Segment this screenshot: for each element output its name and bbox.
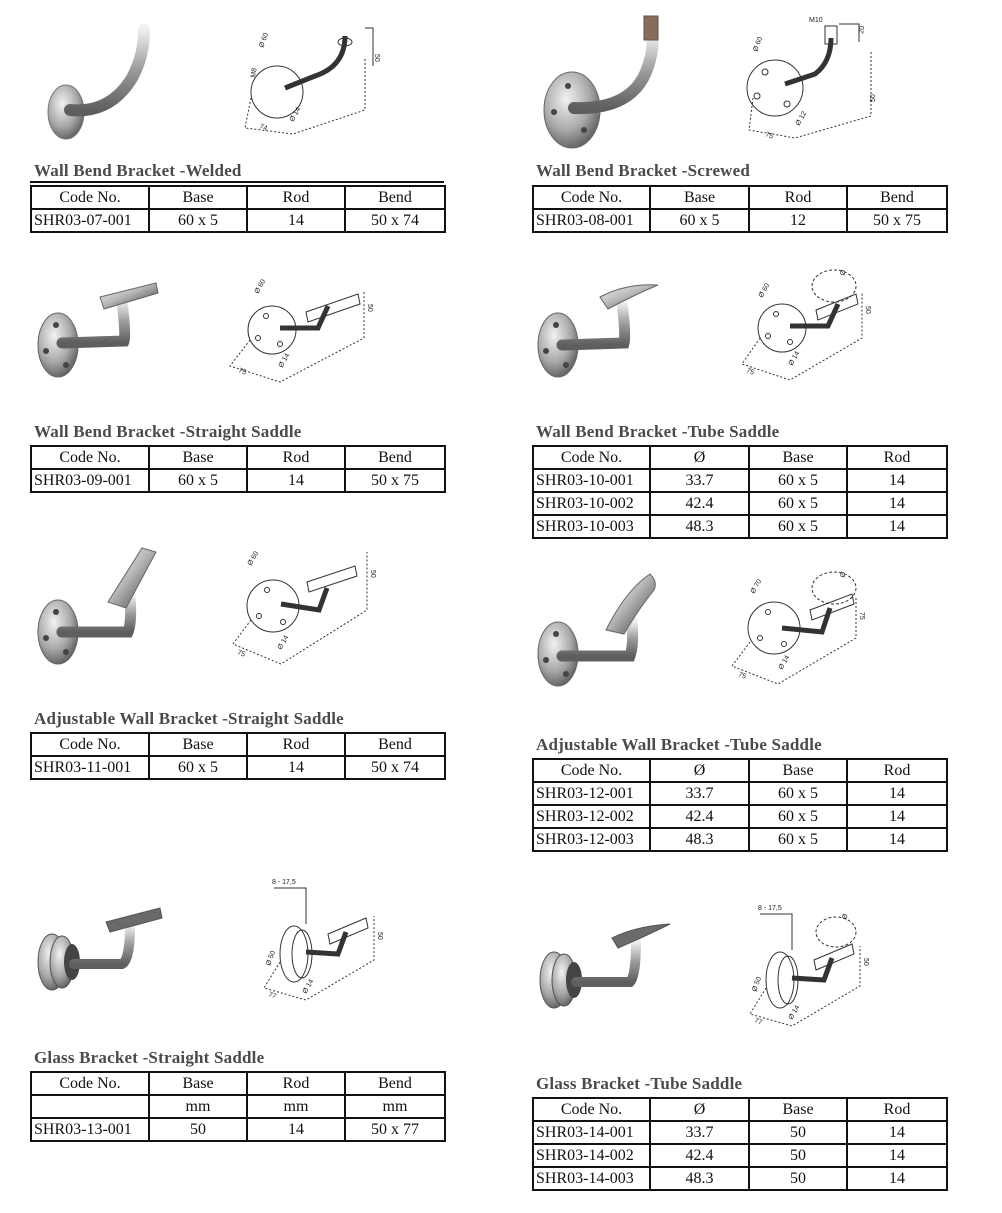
header-base: Base xyxy=(749,1098,847,1121)
svg-text:77: 77 xyxy=(753,1017,764,1027)
adjustable-tube-saddle-drawing xyxy=(716,558,886,696)
svg-text:Ø: Ø xyxy=(841,913,850,921)
cell-rod: 14 xyxy=(847,469,947,492)
adjustable-straight-saddle-photo xyxy=(34,542,164,672)
cell-rod: 14 xyxy=(847,828,947,851)
svg-text:Ø 12: Ø 12 xyxy=(794,110,809,127)
svg-text:Ø 60: Ø 60 xyxy=(752,36,765,53)
table-row xyxy=(31,209,445,232)
svg-text:75: 75 xyxy=(237,367,248,377)
cell-base: 60 x 5 xyxy=(650,209,749,232)
spec-table xyxy=(30,445,446,493)
table-header-row xyxy=(31,1072,445,1095)
svg-text:8 - 17,5: 8 - 17,5 xyxy=(272,879,296,886)
cell-diameter: 33.7 xyxy=(650,782,749,805)
cell-code: SHR03-10-002 xyxy=(533,492,650,515)
straight-saddle-drawing xyxy=(210,272,380,392)
svg-text:50: 50 xyxy=(373,54,380,62)
header-code: Code No. xyxy=(31,186,149,209)
product-title: Wall Bend Bracket -Tube Saddle xyxy=(536,422,780,441)
table-row xyxy=(31,1118,445,1141)
svg-text:Ø 70: Ø 70 xyxy=(749,578,764,595)
svg-text:50: 50 xyxy=(376,932,383,940)
svg-text:Ø 60: Ø 60 xyxy=(757,282,772,299)
table-header-row xyxy=(31,446,445,469)
svg-text:50: 50 xyxy=(369,570,376,578)
header-code: Code No. xyxy=(533,186,650,209)
cell-base: 50 xyxy=(149,1118,247,1141)
svg-text:8 - 17,5: 8 - 17,5 xyxy=(758,905,782,912)
cell-base: 50 xyxy=(749,1144,847,1167)
cell-rod: 14 xyxy=(247,1118,345,1141)
table-row xyxy=(533,1144,947,1167)
svg-text:75: 75 xyxy=(764,131,775,141)
wall-bend-screwed-drawing xyxy=(735,12,905,142)
table-row xyxy=(31,469,445,492)
svg-text:Ø 60: Ø 60 xyxy=(258,32,271,49)
header-code: Code No. xyxy=(31,733,149,756)
product-title: Glass Bracket -Tube Saddle xyxy=(536,1074,743,1093)
svg-text:Ø 50: Ø 50 xyxy=(265,950,278,967)
cell-code: SHR03-14-002 xyxy=(533,1144,650,1167)
cell-base: 50 xyxy=(749,1121,847,1144)
table-row xyxy=(31,756,445,779)
cell-rod: 14 xyxy=(847,805,947,828)
svg-text:Ø 14: Ø 14 xyxy=(787,1004,802,1021)
cell-code: SHR03-11-001 xyxy=(31,756,149,779)
header-diameter: Ø xyxy=(650,759,749,782)
wall-bend-screwed-photo xyxy=(540,12,670,152)
header-rod: Rod xyxy=(247,446,345,469)
header-rod: Rod xyxy=(247,733,345,756)
svg-text:75: 75 xyxy=(737,671,748,681)
cell-diameter: 33.7 xyxy=(650,1121,749,1144)
cell-base: 60 x 5 xyxy=(749,805,847,828)
cell-bend: 50 x 74 xyxy=(345,756,445,779)
cell-code: SHR03-14-003 xyxy=(533,1167,650,1190)
svg-text:77: 77 xyxy=(267,991,278,1001)
cell-base: 50 xyxy=(749,1167,847,1190)
cell-rod: 14 xyxy=(847,782,947,805)
header-base: Base xyxy=(749,759,847,782)
header-base: Base xyxy=(650,186,749,209)
svg-text:Ø 60: Ø 60 xyxy=(246,550,261,567)
svg-text:50: 50 xyxy=(366,304,373,312)
spec-table xyxy=(30,732,446,780)
cell-base: 60 x 5 xyxy=(149,209,247,232)
svg-text:Ø 60: Ø 60 xyxy=(253,278,268,295)
table-header-row xyxy=(31,186,445,209)
table-row xyxy=(533,1167,947,1190)
header-rod: Rod xyxy=(247,186,345,209)
glass-tube-saddle-drawing xyxy=(740,896,880,1036)
cell-code: SHR03-08-001 xyxy=(533,209,650,232)
header-code: Code No. xyxy=(533,446,650,469)
table-row xyxy=(533,782,947,805)
cell-code: SHR03-13-001 xyxy=(31,1118,149,1141)
table-header-row xyxy=(533,1098,947,1121)
svg-text:50: 50 xyxy=(864,306,871,314)
cell-diameter: 48.3 xyxy=(650,1167,749,1190)
cell-diameter: 48.3 xyxy=(650,828,749,851)
wall-bend-welded-photo xyxy=(40,18,170,140)
svg-text:Ø 14: Ø 14 xyxy=(777,654,792,671)
cell-code: SHR03-14-001 xyxy=(533,1121,650,1144)
spec-table xyxy=(532,1097,948,1191)
cell-rod: 14 xyxy=(247,209,345,232)
adjustable-tube-saddle-photo xyxy=(534,570,664,694)
adjustable-straight-saddle-drawing xyxy=(215,540,385,680)
glass-straight-saddle-photo xyxy=(34,900,164,1000)
cell-rod: 14 xyxy=(847,515,947,538)
header-base: Base xyxy=(149,186,247,209)
cell-bend: 50 x 77 xyxy=(345,1118,445,1141)
svg-text:50: 50 xyxy=(862,958,869,966)
table-row xyxy=(533,209,947,232)
cell-diameter: 42.4 xyxy=(650,805,749,828)
table-header-row xyxy=(533,186,947,209)
header-diameter: Ø xyxy=(650,1098,749,1121)
header-bend: Bend xyxy=(345,1072,445,1095)
cell-diameter: 42.4 xyxy=(650,1144,749,1167)
header-bend: Bend xyxy=(345,733,445,756)
spec-table xyxy=(30,1071,446,1142)
cell-rod: 14 xyxy=(847,492,947,515)
header-rod: Rod xyxy=(847,1098,947,1121)
tube-saddle-drawing xyxy=(728,258,898,388)
tube-saddle-photo xyxy=(534,275,664,385)
spec-table xyxy=(532,185,948,233)
product-title: Wall Bend Bracket -Welded xyxy=(34,161,242,180)
cell-rod: 14 xyxy=(247,756,345,779)
glass-tube-saddle-photo xyxy=(536,918,676,1018)
cell-base: 60 x 5 xyxy=(749,828,847,851)
cell-rod: 14 xyxy=(847,1121,947,1144)
cell-rod: 12 xyxy=(749,209,847,232)
header-code: Code No. xyxy=(533,1098,650,1121)
table-header-row xyxy=(31,733,445,756)
unit-bend: mm xyxy=(345,1095,445,1118)
cell-base: 60 x 5 xyxy=(749,515,847,538)
cell-bend: 50 x 74 xyxy=(345,209,445,232)
table-row xyxy=(533,828,947,851)
cell-rod: 14 xyxy=(847,1167,947,1190)
cell-code: SHR03-12-002 xyxy=(533,805,650,828)
table-header-row xyxy=(533,759,947,782)
header-base: Base xyxy=(149,733,247,756)
cell-base: 60 x 5 xyxy=(149,469,247,492)
header-bend: Bend xyxy=(345,446,445,469)
table-row xyxy=(533,469,947,492)
glass-straight-saddle-drawing xyxy=(250,870,390,1010)
product-title: Wall Bend Bracket -Screwed xyxy=(536,161,751,180)
cell-code: SHR03-12-003 xyxy=(533,828,650,851)
svg-text:75: 75 xyxy=(236,649,247,659)
cell-code: SHR03-10-001 xyxy=(533,469,650,492)
header-code: Code No. xyxy=(533,759,650,782)
svg-text:20: 20 xyxy=(858,25,867,35)
svg-text:Ø 14: Ø 14 xyxy=(288,106,303,123)
cell-code: SHR03-10-003 xyxy=(533,515,650,538)
cell-code: SHR03-07-001 xyxy=(31,209,149,232)
svg-text:Ø 14: Ø 14 xyxy=(276,634,291,651)
header-bend: Bend xyxy=(847,186,947,209)
table-header-row xyxy=(533,446,947,469)
svg-text:Ø 14: Ø 14 xyxy=(277,352,292,369)
header-code: Code No. xyxy=(31,446,149,469)
header-rod: Rod xyxy=(847,446,947,469)
table-row xyxy=(533,515,947,538)
cell-base: 60 x 5 xyxy=(749,782,847,805)
svg-text:75: 75 xyxy=(745,367,756,377)
header-rod: Rod xyxy=(847,759,947,782)
title-rule xyxy=(30,181,444,183)
table-row xyxy=(533,492,947,515)
header-diameter: Ø xyxy=(650,446,749,469)
cell-code: SHR03-09-001 xyxy=(31,469,149,492)
cell-bend: 50 x 75 xyxy=(847,209,947,232)
header-bend: Bend xyxy=(345,186,445,209)
spec-table xyxy=(30,185,446,233)
unit-code xyxy=(31,1095,149,1118)
product-title: Wall Bend Bracket -Straight Saddle xyxy=(34,422,302,441)
cell-diameter: 33.7 xyxy=(650,469,749,492)
header-base: Base xyxy=(149,446,247,469)
header-base: Base xyxy=(749,446,847,469)
product-title: Adjustable Wall Bracket -Tube Saddle xyxy=(536,735,822,754)
header-code: Code No. xyxy=(31,1072,149,1095)
cell-base: 60 x 5 xyxy=(749,469,847,492)
cell-base: 60 x 5 xyxy=(749,492,847,515)
unit-base: mm xyxy=(149,1095,247,1118)
header-base: Base xyxy=(149,1072,247,1095)
svg-text:M10: M10 xyxy=(809,17,823,24)
svg-text:M8: M8 xyxy=(250,67,259,79)
product-title: Adjustable Wall Bracket -Straight Saddle xyxy=(34,709,344,728)
table-row xyxy=(533,1121,947,1144)
unit-rod: mm xyxy=(247,1095,345,1118)
cell-diameter: 48.3 xyxy=(650,515,749,538)
cell-base: 60 x 5 xyxy=(149,756,247,779)
table-row xyxy=(533,805,947,828)
product-title: Glass Bracket -Straight Saddle xyxy=(34,1048,265,1067)
cell-diameter: 42.4 xyxy=(650,492,749,515)
table-units-row xyxy=(31,1095,445,1118)
cell-rod: 14 xyxy=(247,469,345,492)
wall-bend-welded-drawing xyxy=(215,18,385,140)
straight-saddle-photo xyxy=(34,275,164,385)
spec-table xyxy=(532,445,948,539)
svg-text:74: 74 xyxy=(258,123,269,133)
header-rod: Rod xyxy=(749,186,847,209)
svg-text:Ø 50: Ø 50 xyxy=(751,976,764,993)
svg-text:50: 50 xyxy=(870,94,877,102)
svg-text:75: 75 xyxy=(858,612,865,620)
svg-text:Ø 14: Ø 14 xyxy=(301,978,316,995)
header-rod: Rod xyxy=(247,1072,345,1095)
svg-text:Ø 14: Ø 14 xyxy=(787,350,802,367)
svg-text:Ø: Ø xyxy=(839,571,848,579)
cell-bend: 50 x 75 xyxy=(345,469,445,492)
cell-rod: 14 xyxy=(847,1144,947,1167)
spec-table xyxy=(532,758,948,852)
cell-code: SHR03-12-001 xyxy=(533,782,650,805)
svg-text:Ø: Ø xyxy=(839,269,848,277)
